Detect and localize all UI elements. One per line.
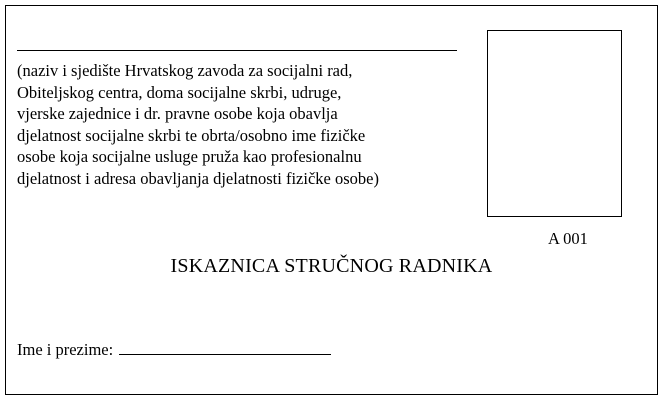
- issuer-signature-line: [17, 50, 457, 51]
- name-fill-line: [119, 340, 331, 355]
- card-number: A 001: [548, 229, 588, 248]
- name-label: Ime i prezime:: [17, 340, 114, 359]
- name-field-row: [17, 340, 331, 360]
- photo-placeholder: [487, 30, 622, 217]
- card-title: ISKAZNICA STRUČNOG RADNIKA: [170, 255, 493, 277]
- issuer-description: (naziv i sjedište Hrvatskog zavoda za socijalni rad, Obiteljskog centra, doma socijalne skrbi, udruge, vjerske zajednice i dr. pravne osobe koja obavlja djelatnost socijalne skrbi te obrta/osobno ime fizičke osobe koja socijalne usluge pruža kao profesionalnu djelatnost i adresa obavljanja djelatnosti fizičke osobe): [17, 61, 379, 188]
